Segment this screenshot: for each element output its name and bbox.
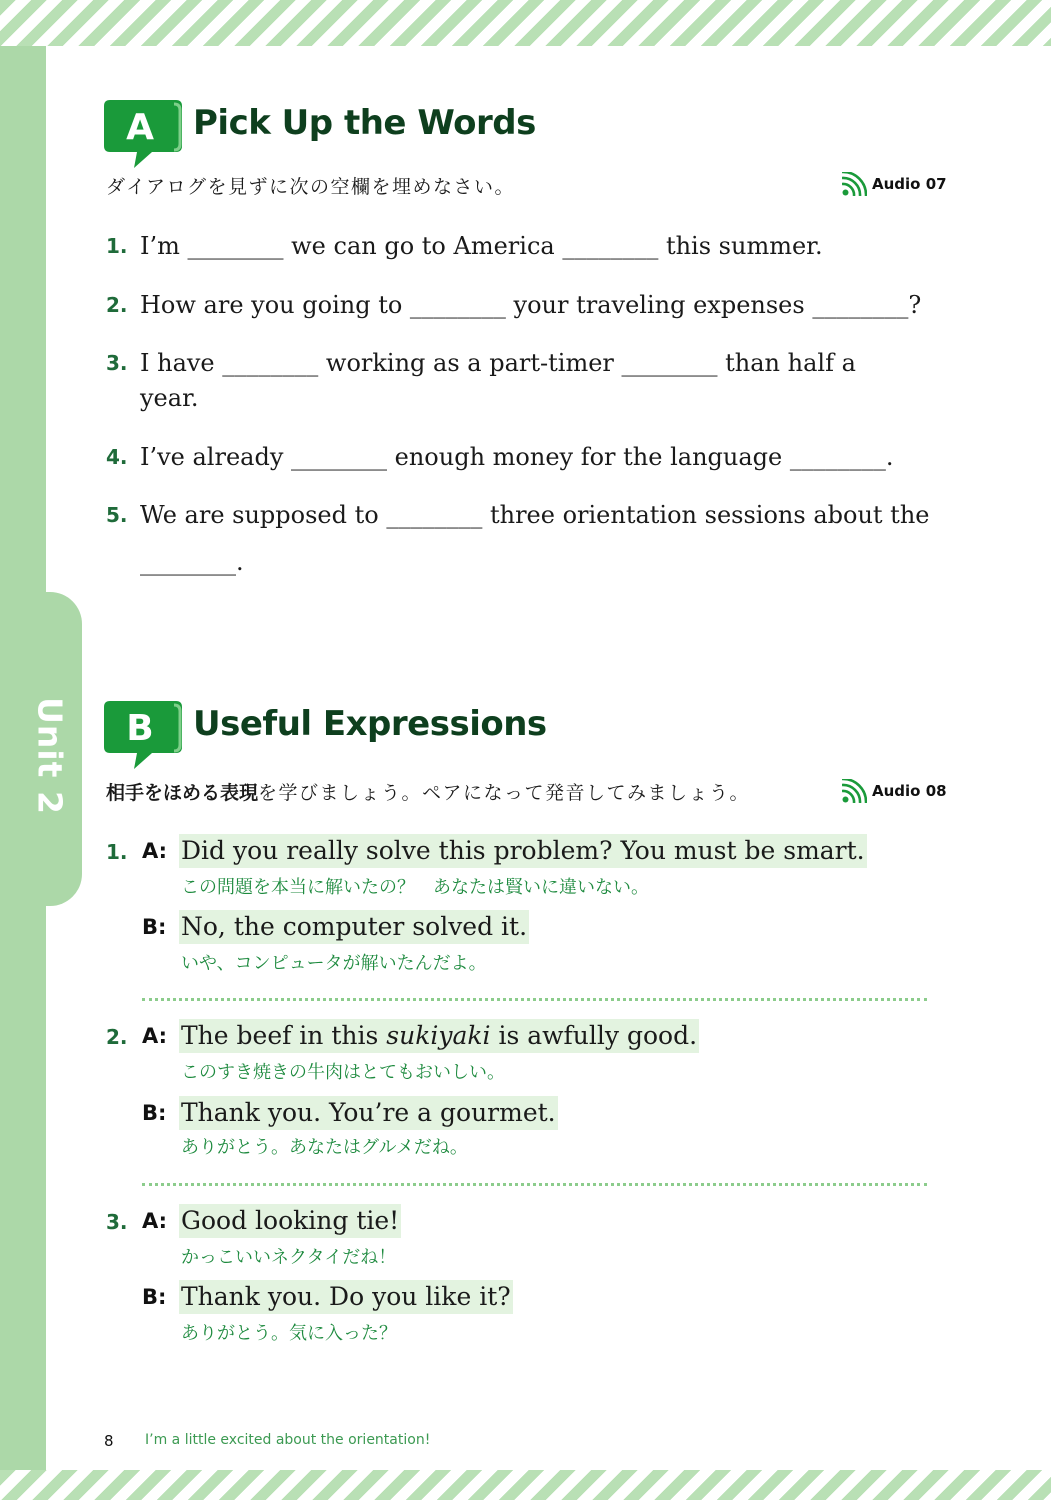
section-b-letter: B <box>126 708 154 749</box>
section-a-letter: A <box>126 107 154 148</box>
speaker-a-label: A: <box>142 839 168 863</box>
speech-bubble-icon <box>104 98 184 170</box>
footer-running-title: I’m a little excited about the orientation! <box>145 1432 431 1448</box>
dialogue-3-a-english: Good looking tie! <box>179 1204 401 1238</box>
item-text: I’m ________ we can go to America ________ this summer. <box>140 232 823 260</box>
top-stripe-border <box>0 0 1051 46</box>
speaker-a-label: A: <box>142 1209 168 1233</box>
section-b-title: Useful Expressions <box>193 704 547 744</box>
dotted-divider <box>142 998 927 1001</box>
fill-blank-item-4 <box>106 440 936 475</box>
dialogue-3-b-japanese: ありがとう。気に入った？ <box>181 1323 397 1344</box>
speaker-a-label: A: <box>142 1024 168 1048</box>
fill-blank-item-3 <box>106 346 896 416</box>
dialogue-1-b-english: No, the computer solved it. <box>179 910 529 944</box>
audio-08-link[interactable] <box>842 779 947 803</box>
speaker-b-label: B: <box>142 1285 167 1309</box>
dotted-divider <box>142 1183 927 1186</box>
text-post: is awfully good. <box>490 1021 698 1050</box>
item-text: ________. <box>140 548 244 576</box>
speech-bubble-icon <box>104 699 184 771</box>
dialogue-2-b-english: Thank you. You’re a gourmet. <box>179 1096 558 1130</box>
section-b-badge <box>104 699 184 771</box>
fill-blank-item-5-continued <box>106 545 936 580</box>
dialogue-3-b-english: Thank you. Do you like it? <box>179 1280 513 1314</box>
instruction-bold: 相手をほめる表現 <box>106 782 259 804</box>
item-number: 5. <box>106 503 128 527</box>
dialogue-2-b-japanese: ありがとう。あなたはグルメだね。 <box>181 1137 468 1158</box>
dialogue-3-number: 3. <box>106 1210 128 1234</box>
item-number: 4. <box>106 445 128 469</box>
item-text: How are you going to ________ your traveling expenses ________? <box>140 291 922 319</box>
text-italic-sukiyaki: sukiyaki <box>386 1021 491 1050</box>
audio-icon <box>842 779 867 803</box>
dialogue-1-b-japanese: いや、コンピュータが解いたんだよ。 <box>181 953 487 974</box>
speaker-b-label: B: <box>142 1101 167 1125</box>
text-pre: The beef in this <box>181 1021 387 1050</box>
fill-blank-item-5 <box>106 498 936 533</box>
dialogue-2-a-english <box>179 1019 699 1053</box>
audio-08-label: Audio 08 <box>872 782 947 800</box>
item-number: 3. <box>106 351 128 375</box>
page-number: 8 <box>104 1432 114 1450</box>
item-text: I have ________ working as a part-timer ________ than half a year. <box>140 349 856 412</box>
bottom-stripe-border <box>0 1470 1051 1500</box>
section-a-badge <box>104 98 184 170</box>
fill-blank-item-2 <box>106 288 936 323</box>
dialogue-2-number: 2. <box>106 1025 128 1049</box>
dialogue-1-number: 1. <box>106 840 128 864</box>
section-a-instruction: ダイアログを見ずに次の空欄を埋めなさい。 <box>106 176 516 198</box>
dialogue-1-a-japanese: この問題を本当に解いたの？ あなたは賢いに違いない。 <box>181 877 649 898</box>
section-a-title: Pick Up the Words <box>193 103 536 143</box>
speaker-b-label: B: <box>142 915 167 939</box>
item-number: 2. <box>106 293 128 317</box>
instruction-rest: を学びましょう。ペアになって発音してみましょう。 <box>258 782 751 804</box>
item-number: 1. <box>106 234 128 258</box>
audio-icon <box>842 172 867 196</box>
dialogue-1-a-english: Did you really solve this problem? You must be smart. <box>179 834 867 868</box>
unit-label: Unit 2 <box>30 697 70 815</box>
audio-07-label: Audio 07 <box>872 175 947 193</box>
item-text: I’ve already ________ enough money for the language ________. <box>140 443 894 471</box>
item-text: We are supposed to ________ three orientation sessions about the <box>140 501 930 529</box>
section-b-instruction <box>106 778 750 805</box>
dialogue-3-a-japanese: かっこいいネクタイだね！ <box>181 1247 397 1268</box>
audio-07-link[interactable] <box>842 172 947 196</box>
fill-blank-item-1 <box>106 229 936 264</box>
dialogue-2-a-japanese: このすき焼きの牛肉はとてもおいしい。 <box>181 1062 505 1083</box>
